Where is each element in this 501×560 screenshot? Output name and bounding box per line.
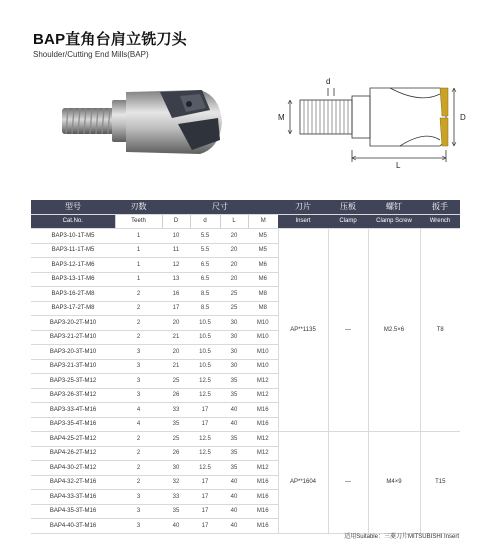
cell-L: 20 [220, 272, 248, 287]
table-row [31, 432, 460, 447]
cell-cat-no: BAP4-35-3T-M16 [31, 504, 115, 519]
cell-D: 13 [162, 272, 190, 287]
cell-L: 40 [220, 504, 248, 519]
col-teeth-en: Teeth [115, 214, 162, 229]
cell-d: 17 [190, 417, 220, 432]
cell-wrench-bap4: T15 [420, 432, 460, 534]
cell-clamp-bap3: — [328, 229, 368, 432]
cell-d: 5.5 [190, 229, 220, 244]
cell-D: 11 [162, 243, 190, 258]
product-photo [60, 78, 240, 173]
cell-L: 20 [220, 243, 248, 258]
cell-cat-no: BAP3-20-2T-M10 [31, 316, 115, 331]
cell-d: 10.5 [190, 316, 220, 331]
cell-d: 10.5 [190, 330, 220, 345]
cell-cat-no: BAP3-33-4T-M16 [31, 403, 115, 418]
cell-L: 35 [220, 374, 248, 389]
cell-d: 10.5 [190, 345, 220, 360]
cell-d: 12.5 [190, 461, 220, 476]
dim-L-label: L [396, 161, 401, 170]
cell-M: M10 [248, 330, 278, 345]
spec-table [31, 200, 460, 534]
cell-d: 5.5 [190, 243, 220, 258]
cell-D: 33 [162, 403, 190, 418]
cell-M: M6 [248, 272, 278, 287]
cell-teeth: 2 [115, 432, 162, 447]
technical-drawing [270, 70, 475, 170]
cell-teeth: 3 [115, 345, 162, 360]
cell-teeth: 2 [115, 475, 162, 490]
cell-teeth: 3 [115, 490, 162, 505]
cell-teeth: 4 [115, 403, 162, 418]
cell-L: 25 [220, 301, 248, 316]
cell-D: 20 [162, 316, 190, 331]
cell-d: 12.5 [190, 432, 220, 447]
cell-D: 35 [162, 417, 190, 432]
cell-L: 35 [220, 432, 248, 447]
col-screw-en: Clamp Screw [368, 214, 420, 229]
col-insert-en: Insert [278, 214, 328, 229]
cell-D: 16 [162, 287, 190, 302]
cell-d: 17 [190, 519, 220, 534]
cell-D: 30 [162, 461, 190, 476]
cell-d: 12.5 [190, 374, 220, 389]
page-title: BAP直角台肩立铣刀头 [33, 31, 187, 48]
cell-screw-bap3: M2.5×6 [368, 229, 420, 432]
dim-M-label: M [278, 113, 285, 122]
cell-teeth: 3 [115, 374, 162, 389]
col-insert-cn: 刀片 [278, 200, 328, 214]
cell-D: 21 [162, 359, 190, 374]
cell-L: 35 [220, 446, 248, 461]
cell-M: M12 [248, 446, 278, 461]
cell-D: 40 [162, 519, 190, 534]
cell-cat-no: BAP3-25-3T-M12 [31, 374, 115, 389]
cell-teeth: 1 [115, 272, 162, 287]
cell-cat-no: BAP3-21-3T-M10 [31, 359, 115, 374]
col-model-cn: 型号 [31, 200, 115, 214]
cell-cat-no: BAP4-25-2T-M12 [31, 432, 115, 447]
cell-d: 17 [190, 490, 220, 505]
cell-cat-no: BAP3-10-1T-M5 [31, 229, 115, 244]
cell-D: 20 [162, 345, 190, 360]
dim-D-label: D [460, 113, 466, 122]
cell-cat-no: BAP3-35-4T-M16 [31, 417, 115, 432]
cell-d: 17 [190, 504, 220, 519]
cell-L: 40 [220, 417, 248, 432]
cell-L: 20 [220, 229, 248, 244]
col-teeth-cn: 刃数 [115, 200, 162, 214]
cell-cat-no: BAP4-26-2T-M12 [31, 446, 115, 461]
cell-M: M10 [248, 345, 278, 360]
cell-insert-bap3: AP**1135 [278, 229, 328, 432]
cell-cat-no: BAP4-32-2T-M16 [31, 475, 115, 490]
cell-D: 10 [162, 229, 190, 244]
col-clamp-en: Clamp [328, 214, 368, 229]
cell-teeth: 3 [115, 388, 162, 403]
cell-M: M6 [248, 258, 278, 273]
cell-D: 26 [162, 388, 190, 403]
cell-L: 25 [220, 287, 248, 302]
cell-teeth: 2 [115, 301, 162, 316]
cell-teeth: 2 [115, 330, 162, 345]
col-size-d: d [190, 214, 220, 229]
col-size-L: L [220, 214, 248, 229]
cell-L: 30 [220, 316, 248, 331]
cell-L: 20 [220, 258, 248, 273]
cell-cat-no: BAP4-40-3T-M16 [31, 519, 115, 534]
cell-M: M5 [248, 229, 278, 244]
table-row [31, 229, 460, 244]
cell-d: 10.5 [190, 359, 220, 374]
cell-L: 40 [220, 490, 248, 505]
cell-D: 17 [162, 301, 190, 316]
cell-M: M10 [248, 359, 278, 374]
cell-teeth: 2 [115, 461, 162, 476]
cell-d: 12.5 [190, 446, 220, 461]
cell-M: M16 [248, 417, 278, 432]
cell-M: M12 [248, 432, 278, 447]
cell-cat-no: BAP4-33-3T-M16 [31, 490, 115, 505]
cell-insert-bap4: AP**1604 [278, 432, 328, 534]
cell-cat-no: BAP3-26-3T-M12 [31, 388, 115, 403]
cell-D: 25 [162, 374, 190, 389]
cell-M: M16 [248, 475, 278, 490]
cell-D: 32 [162, 475, 190, 490]
cell-d: 17 [190, 475, 220, 490]
cell-M: M12 [248, 388, 278, 403]
cell-teeth: 2 [115, 287, 162, 302]
page-subtitle: Shoulder/Cutting End Mills(BAP) [33, 50, 149, 59]
cell-D: 35 [162, 504, 190, 519]
cell-M: M16 [248, 403, 278, 418]
cell-L: 30 [220, 359, 248, 374]
cell-clamp-bap4: — [328, 432, 368, 534]
cell-d: 12.5 [190, 388, 220, 403]
spec-table-body [31, 229, 460, 534]
cell-teeth: 4 [115, 417, 162, 432]
cell-M: M8 [248, 301, 278, 316]
cell-D: 26 [162, 446, 190, 461]
col-wrench-cn: 扳手 [420, 200, 460, 214]
cell-D: 12 [162, 258, 190, 273]
cell-L: 40 [220, 403, 248, 418]
cell-M: M16 [248, 490, 278, 505]
cell-M: M8 [248, 287, 278, 302]
col-screw-cn: 螺钉 [368, 200, 420, 214]
cell-L: 35 [220, 388, 248, 403]
cell-L: 30 [220, 330, 248, 345]
cell-teeth: 2 [115, 316, 162, 331]
cell-cat-no: BAP4-30-2T-M12 [31, 461, 115, 476]
cell-cat-no: BAP3-17-2T-M8 [31, 301, 115, 316]
cell-teeth: 3 [115, 519, 162, 534]
cell-teeth: 1 [115, 243, 162, 258]
cell-M: M12 [248, 374, 278, 389]
cell-cat-no: BAP3-12-1T-M6 [31, 258, 115, 273]
col-size-cn: 尺寸 [162, 200, 278, 214]
cell-L: 35 [220, 461, 248, 476]
cell-cat-no: BAP3-13-1T-M6 [31, 272, 115, 287]
cell-M: M16 [248, 504, 278, 519]
cell-d: 8.5 [190, 301, 220, 316]
cell-M: M16 [248, 519, 278, 534]
cell-teeth: 2 [115, 446, 162, 461]
cell-L: 30 [220, 345, 248, 360]
col-size-M: M [248, 214, 278, 229]
cell-cat-no: BAP3-20-3T-M10 [31, 345, 115, 360]
cell-L: 40 [220, 519, 248, 534]
cell-teeth: 1 [115, 258, 162, 273]
cell-d: 8.5 [190, 287, 220, 302]
footer-note: 适用Suitable：三菱刀片MITSUBISHI Insert [344, 534, 459, 540]
cell-D: 25 [162, 432, 190, 447]
col-clamp-cn: 压板 [328, 200, 368, 214]
cell-M: M10 [248, 316, 278, 331]
cell-screw-bap4: M4×9 [368, 432, 420, 534]
cell-cat-no: BAP3-11-1T-M5 [31, 243, 115, 258]
cell-wrench-bap3: T8 [420, 229, 460, 432]
cell-M: M12 [248, 461, 278, 476]
cell-L: 40 [220, 475, 248, 490]
cell-M: M5 [248, 243, 278, 258]
cell-d: 17 [190, 403, 220, 418]
col-model-en: Cat.No. [31, 214, 115, 229]
cell-teeth: 1 [115, 229, 162, 244]
cell-teeth: 3 [115, 359, 162, 374]
cell-D: 33 [162, 490, 190, 505]
col-size-D: D [162, 214, 190, 229]
cell-d: 6.5 [190, 272, 220, 287]
dim-d-label: d [326, 77, 331, 86]
cell-d: 6.5 [190, 258, 220, 273]
cell-teeth: 3 [115, 504, 162, 519]
cell-D: 21 [162, 330, 190, 345]
col-wrench-en: Wrench [420, 214, 460, 229]
cell-cat-no: BAP3-16-2T-M8 [31, 287, 115, 302]
cell-cat-no: BAP3-21-2T-M10 [31, 330, 115, 345]
